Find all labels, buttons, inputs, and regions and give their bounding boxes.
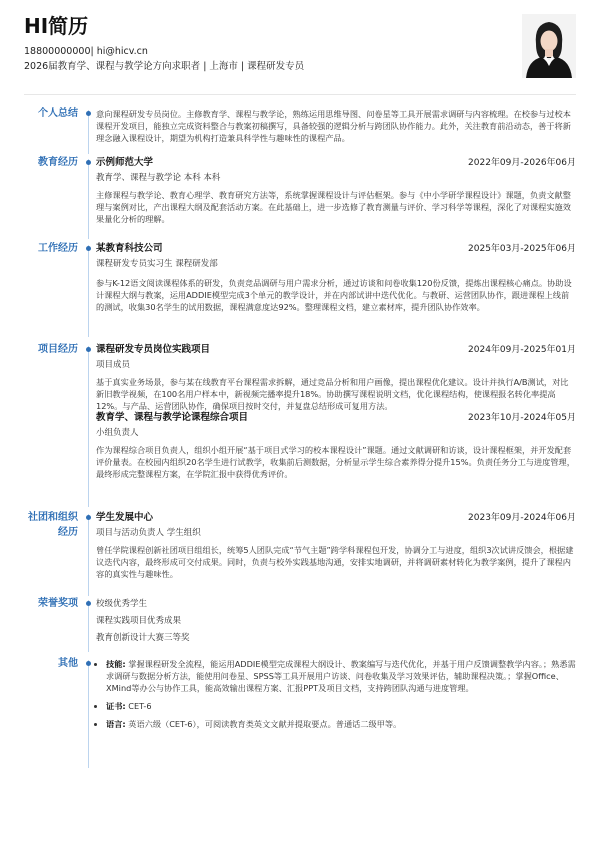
timeline-dot [86, 601, 91, 606]
work-section [24, 243, 576, 337]
school-name: 示例师范大学 [96, 157, 154, 168]
certificate-key: 证书: [106, 701, 126, 711]
campus-label [24, 512, 78, 539]
project-date: 2024年09月-2025年01月 [468, 345, 576, 355]
timeline-dot [86, 347, 91, 352]
work-text: 参与K-12语文阅读课程体系的研发，负责竞品调研与用户需求分析，通过访谈和问卷收集120份反馈，提炼出课程核心痛点。协助设计课程大纲与教案，运用ADDIE模型完成3个单元的教学设计，并在内部试讲中迭代优化。与教研、运营团队协作，跟进课程上线前的测试，收集30名学生的试用数据，课程满意度达92%。整理课程文档，建立素材库，提升团队协作效率。 [96, 278, 572, 312]
contact-info: 18800000000| hi@hicv.cn [24, 46, 148, 57]
timeline-line [88, 245, 89, 337]
timeline-line [88, 514, 89, 596]
timeline-dot [86, 160, 91, 165]
header-divider [24, 94, 576, 95]
certificate-item [106, 700, 576, 712]
work-date: 2025年03月-2025年06月 [468, 244, 576, 254]
project-item [96, 344, 576, 412]
education-section [24, 157, 576, 239]
timeline-line [88, 346, 89, 507]
campus-role: 项目与活动负责人 学生组织 [96, 528, 201, 538]
awards-section [24, 598, 576, 652]
summary-label: 个人总结 [38, 108, 78, 119]
skills-text: 掌握课程研发全流程，能运用ADDIE模型完成课程大纲设计、教案编写与迭代优化，并基于用户反馈调整教学内容。；熟悉需求调研与数据分析方法，能使用问卷星、SPSS等工具开展用户访谈、问卷收集及学习效果评估，辅助课程决策。；掌握Office、XMind等办公与协作工具，能高效输出课程方案、汇报PPT及项目文档，支持跨团队沟通与进度管理。 [106, 659, 576, 693]
campus-label-line1: 社团和组织 [28, 512, 78, 523]
work-label: 工作经历 [38, 243, 78, 254]
award-item: 校级优秀学生 [96, 599, 148, 609]
timeline-line [88, 110, 89, 154]
profile-photo [522, 14, 576, 78]
project-role: 小组负责人 [96, 428, 139, 438]
education-date: 2022年09月-2026年06月 [468, 158, 576, 168]
project-text: 基于真实业务场景，参与某在线教育平台课程需求拆解，通过竞品分析和用户画像，提出课程优化建议。设计并执行A/B测试，对比新旧教学视频，在100名用户样本中，新视频完播率提升18%。协助撰写课程说明文档，优化课程结构，使课程报名转化率提高12%。与产品、运营团队协作，确保项目按时交付，并复盘总结形成可复用方法。 [96, 377, 569, 411]
campus-text: 曾任学院课程创新社团项目组组长，统筹5人团队完成“节气主题”跨学科课程包开发，协调分工与进度，组织3次试讲反馈会，根据建议迭代内容，最终形成可交付成果。同时，负责与校外实践基地沟通，安排实地调研，并将调研素材转化为教学案例，提升了课程内容的真实性与趣味性。 [96, 545, 574, 579]
language-key: 语言: [106, 719, 126, 729]
timeline-dot [86, 515, 91, 520]
project-item [96, 412, 576, 480]
skills-key: 技能: [106, 659, 126, 669]
education-text: 主修课程与教学论、教育心理学、教育研究方法等，系统掌握课程设计与评估框架。参与《中小学研学课程设计》课题，负责文献整理与案例对比，产出课程大纲及配套活动方案。在此基础上，进一步选修了教育测量与评价、学习科学等课程，深化了对课程实施效果量化分析的理解。 [96, 190, 571, 224]
award-item: 教育创新设计大赛三等奖 [96, 633, 190, 643]
project-date: 2023年10月-2024年05月 [468, 413, 576, 423]
certificate-text: CET-6 [128, 701, 152, 711]
awards-label: 荣誉奖项 [38, 598, 78, 609]
resume-title: HI简历 [24, 14, 89, 38]
education-label: 教育经历 [38, 157, 78, 168]
award-item: 课程实践项目优秀成果 [96, 616, 182, 626]
timeline-line [88, 159, 89, 239]
summary-section [24, 108, 576, 154]
timeline-dot [86, 661, 91, 666]
timeline-dot [86, 111, 91, 116]
other-label: 其他 [58, 658, 78, 669]
project-name: 课程研发专员岗位实践项目 [96, 344, 211, 355]
project-name: 教育学、课程与教学论课程综合项目 [96, 412, 249, 423]
work-role: 课程研发专员实习生 课程研发部 [96, 259, 218, 269]
skills-item [106, 658, 576, 694]
portrait-image [522, 14, 576, 78]
summary-text: 意向课程研发专员岗位。主修教育学、课程与教学论，熟练运用思维导图、问卷星等工具开展需求调研与内容梳理。在校参与过校本课程开发项目，能独立完成资料整合与教案初稿撰写，具备较强的逻辑分析与跨团队协作能力。此外，关注教育前沿动态，善于将新理念融入课程设计，期望为机构打造兼具科学性与趣味性的课程产品。 [96, 109, 571, 143]
resume-header [24, 14, 576, 90]
campus-label-line2: 经历 [58, 527, 78, 538]
projects-section [24, 344, 576, 507]
campus-section [24, 512, 576, 596]
education-major: 教育学、课程与教学论 本科 本科 [96, 173, 221, 183]
project-text: 作为课程综合项目负责人，组织小组开展“基于项目式学习的校本课程设计”课题。通过文献调研和访谈，设计课程框架，并开发配套评价量表。在校园内组织20名学生进行试教学，收集前后测数据，分析显示学生综合素养得分提升15%。负责任务分工与进度管理，最终形成完整课程方案，在学院汇报中获得优秀评价。 [96, 445, 575, 479]
other-section [24, 658, 576, 768]
projects-label: 项目经历 [38, 344, 78, 355]
campus-date: 2023年09月-2024年06月 [468, 513, 576, 523]
other-list [96, 658, 576, 730]
timeline-line [88, 600, 89, 652]
language-item [106, 718, 576, 730]
language-text: 英语六级（CET-6），可阅读教育类英文文献并提取要点。普通话二级甲等。 [128, 719, 402, 729]
timeline-dot [86, 246, 91, 251]
job-intent: 2026届教育学、课程与教学论方向求职者 | 上海市 | 课程研发专员 [24, 61, 305, 72]
timeline-line [88, 660, 89, 768]
company-name: 某教育科技公司 [96, 243, 163, 254]
project-role: 项目成员 [96, 360, 131, 370]
org-name: 学生发展中心 [96, 512, 154, 523]
